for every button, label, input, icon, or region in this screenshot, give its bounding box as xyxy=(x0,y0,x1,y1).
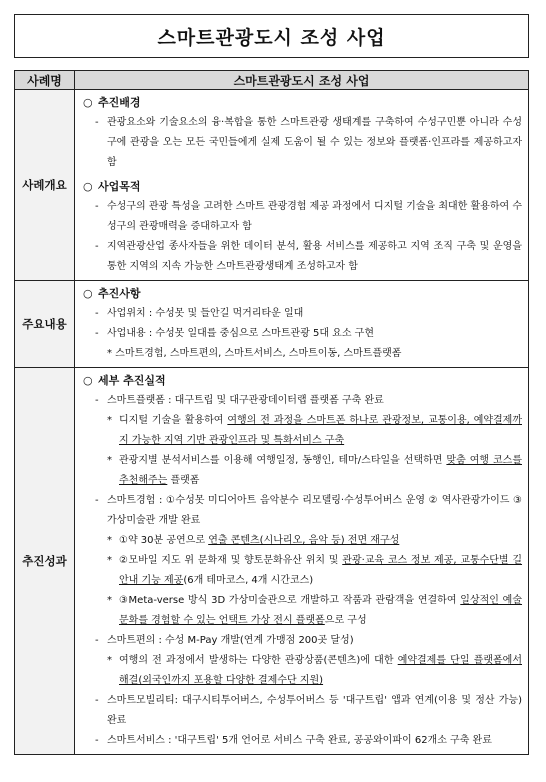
purpose-heading: ○ 사업목적 xyxy=(83,177,522,197)
background-item: - 관광요소와 기술요소의 융·복합을 통한 스마트관광 생태계를 구축하여 수성구민뿐 아니라 수성구에 관광을 오는 모든 국민들에게 실제 도움이 될 수 있는 정보와 플랫폼·인프라를 제공하고자 함 xyxy=(95,117,522,168)
progress-heading: ○ 추진사항 xyxy=(83,284,522,304)
overview-content xyxy=(75,90,529,281)
background-heading: ○ 추진배경 xyxy=(83,93,522,113)
main-content-cell xyxy=(75,281,529,368)
table-header-row xyxy=(15,71,529,90)
smart-service-item: - 스마트서비스 : '대구트립' 5개 언어로 서비스 구축 완료, 공공와이파이 62개소 구축 완료 xyxy=(95,735,492,746)
circle-bullet-icon: ○ xyxy=(83,180,93,193)
platform-sub-item: * 디지털 기술을 활용하여 여행의 전 과정을 스마트폰 하나로 관광정보, 교통이용, 예약결제까지 가능한 지역 기반 관광인프라 및 특화서비스 구축 xyxy=(107,415,522,446)
overview-label: 사례개요 xyxy=(15,90,75,281)
five-elements-note: * 스마트경험, 스마트편의, 스마트서비스, 스마트이동, 스마트플랫폼 xyxy=(107,348,402,359)
experience-sub-item: * ②모바일 지도 위 문화재 및 향토문화유산 위치 및 관광·교육 코스 정보 제공, 교통수단별 길안내 기능 제공(6개 테마코스, 4개 시간코스) xyxy=(107,555,523,586)
main-content-label: 주요내용 xyxy=(15,281,75,368)
circle-bullet-icon: ○ xyxy=(83,287,93,300)
circle-bullet-icon: ○ xyxy=(83,374,93,387)
purpose-item: - 지역관광산업 종사자들을 위한 데이터 분석, 활용 서비스를 제공하고 지역 조직 구축 및 운영을 통한 지역의 지속 가능한 스마트관광생태계 조성하고자 함 xyxy=(95,241,522,272)
header-case-name-label: 사례명 xyxy=(15,71,75,90)
results-row xyxy=(15,368,529,755)
results-heading: ○ 세부 추진실적 xyxy=(83,371,522,391)
smart-mobility-item: - 스마트모빌리티: 대구시티투어버스, 수성투어버스 등 '대구트립' 앱과 연계(이용 및 정산 가능) 완료 xyxy=(95,695,522,726)
convenience-sub-item: * 여행의 전 과정에서 발생하는 다양한 관광상품(콘텐츠)에 대한 예약결제를 단일 플랫폼에서 해결(외국인까지 포용할 다양한 결제수단 지원) xyxy=(107,655,522,686)
document-title: 스마트관광도시 조성 사업 xyxy=(14,14,529,58)
circle-bullet-icon: ○ xyxy=(83,96,93,109)
purpose-item: - 수성구의 관광 특성을 고려한 스마트 관광경험 제공 과정에서 디지털 기술을 최대한 활용하여 수성구의 관광매력을 증대하고자 함 xyxy=(95,201,522,232)
smart-convenience-item: - 스마트편의 : 수성 M-Pay 개발(연계 가맹점 200곳 달성) xyxy=(95,635,354,646)
platform-sub-item: * 관광지별 분석서비스를 이용해 여행일정, 동행인, 테마/스타일을 선택하면 맞춤 여행 코스를 추천해주는 플랫폼 xyxy=(107,455,522,486)
content-item: - 사업내용 : 수성못 일대를 중심으로 스마트관광 5대 요소 구현 xyxy=(95,328,375,339)
overview-row xyxy=(15,90,529,281)
case-table xyxy=(14,70,529,755)
smart-experience-item: - 스마트경험 : ①수성못 미디어아트 음악분수 리모델링·수성투어버스 운영 ② 역사관광가이드 ③가상미술관 개발 완료 xyxy=(95,495,522,526)
experience-sub-item: * ①약 30분 공연으로 연출 콘텐츠(시나리오, 음악 등) 전면 재구성 xyxy=(107,535,400,546)
smart-platform-item: - 스마트플랫폼 : 대구트립 및 대구관광데이터랩 플랫폼 구축 완료 xyxy=(95,395,384,406)
location-item: - 사업위치 : 수성못 및 들안길 먹거리타운 일대 xyxy=(95,308,304,319)
results-label: 추진성과 xyxy=(15,368,75,755)
results-cell xyxy=(75,368,529,755)
main-content-row xyxy=(15,281,529,368)
header-case-name-value: 스마트관광도시 조성 사업 xyxy=(75,71,529,90)
experience-sub-item: * ③Meta-verse 방식 3D 가상미술관으로 개발하고 작품과 관람객을 연결하여 일상적인 예술 문화를 경험할 수 있는 언택트 가상 전시 플랫폼으로 구성 xyxy=(107,595,523,626)
